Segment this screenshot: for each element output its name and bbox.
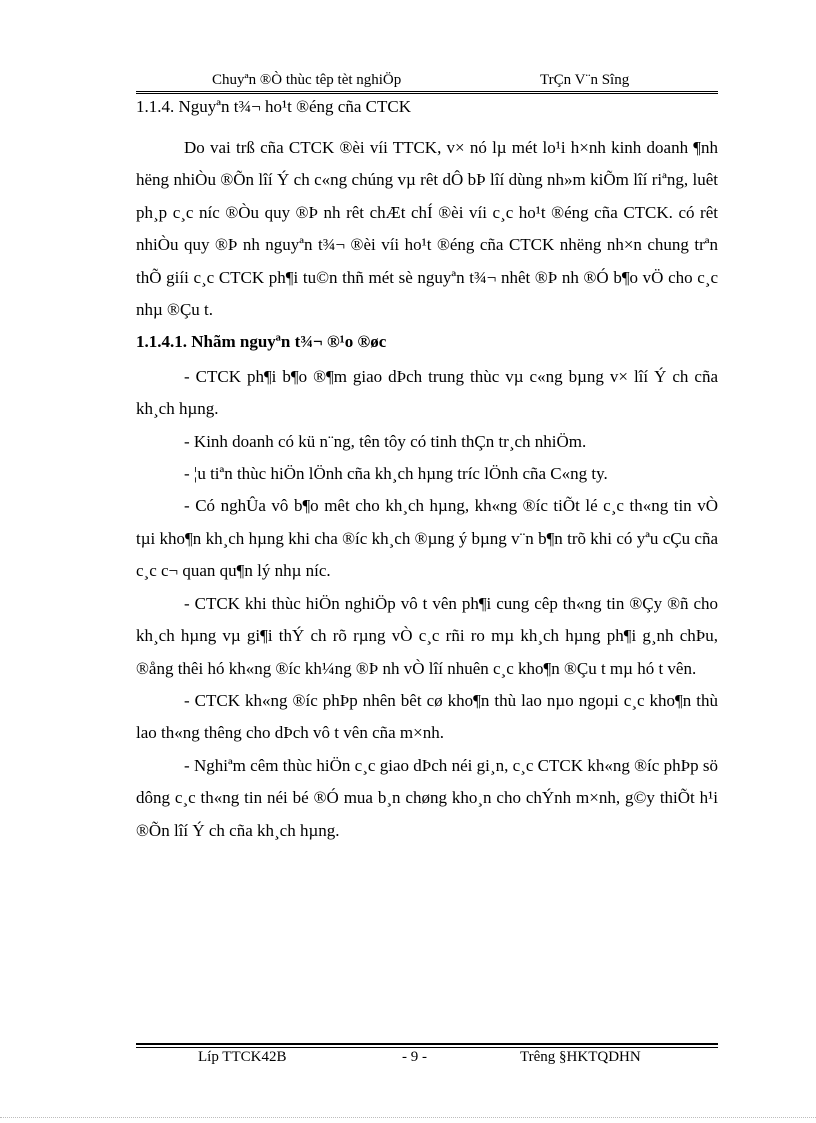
header-topic: Chuyªn ®Ò thùc têp tèt nghiÖp xyxy=(212,72,402,88)
list-item: - Kinh doanh có kü n¨ng, tên tôy có tinh thÇn tr¸ch nhiÖm. xyxy=(184,431,587,451)
header-rule-thin xyxy=(136,93,718,94)
header-author: TrÇn V¨n Sîng xyxy=(540,72,630,88)
list-item: - CTCK ph¶i b¶o ®¶m giao dÞch trung thùc vµ c«ng bµng v× lîí Ý ch cña kh¸ch hµng. xyxy=(136,366,718,419)
subsection-title: 1.1.4.1. Nhãm nguyªn t¾¬ ®¹o ®øc xyxy=(136,332,387,352)
page-number: - 9 - xyxy=(402,1049,427,1065)
page-edge-divider xyxy=(0,1117,816,1118)
page-header xyxy=(136,68,718,90)
footer-school: Trêng §HKTQDHN xyxy=(520,1049,641,1065)
footer-rule-thin xyxy=(136,1047,718,1048)
document-body xyxy=(136,132,718,847)
list-item: - CTCK khi thùc hiÖn nghiÖp vô t vên ph¶i cung cêp th«ng tin ®Çy ®ñ cho kh¸ch hµng vµ gi¶i thÝ ch rõ rµng vÒ c¸c rñi ro mµ kh¸ch hµng ph¶i g¸nh chÞu, ®ång thêi hó kh«ng ®íc kh¼ng ®Þ nh vÒ lîí nhuên c¸c kho¶n ®Çu t mµ hó t vên. xyxy=(136,593,718,678)
intro-paragraph: Do vai trß cña CTCK ®èi víi TTCK, v× nó lµ mét lo¹i h×nh kinh doanh ¶nh hëng nhiÒu ®Õn lîí Ý ch c«ng chúng vµ rêt dÔ bÞ lîí dùng nh»m kiÕm lîí riªng, luêt ph¸p c¸c níc ®Òu quy ®Þ nh rêt chÆt chÍ ®èi víi c¸c ho¹t ®éng cña CTCK. có rêt nhiÒu quy ®Þ nh nguyªn t¾¬ ®èi víi ho¹t ®éng cña CTCK nhëng nh×n chung trªn thÕ giíi c¸c CTCK ph¶i tu©n thñ mét sè nguyªn t¾¬ nhêt ®Þ nh ®Ó b¶o vÖ cho c¸c nhµ ®Çu t. xyxy=(136,138,718,320)
list-item: - Có nghÛa vô b¶o mêt cho kh¸ch hµng, kh«ng ®íc tiÕt lé c¸c th«ng tin vÒ tµi kho¶n kh¸ch hµng khi cha ®íc kh¸ch ®µng ý bµng v¨n b¶n trõ khi có yªu cÇu cña c¸c c¬ quan qu¶n lý nhµ níc. xyxy=(136,496,718,581)
header-rule-thick xyxy=(136,91,718,92)
list-item: - Nghiªm cêm thùc hiÖn c¸c giao dÞch néi gi¸n, c¸c CTCK kh«ng ®íc phÞp sö dông c¸c th«ng tin néi bé ®Ó mua b¸n chøng kho¸n cho chÝnh m×nh, g©y thiÕt h¹i ®Õn lîí Ý ch cña kh¸ch hµng. xyxy=(136,755,718,840)
footer-rule-thick xyxy=(136,1043,718,1045)
list-item: - CTCK kh«ng ®íc phÞp nhên bêt cø kho¶n thù lao nµo ngoµi c¸c kho¶n thù lao th«ng thêng cho dÞch vô t vên cña m×nh. xyxy=(136,690,718,743)
section-title: 1.1.4. Nguyªn t¾¬ ho¹t ®éng cña CTCK xyxy=(136,97,411,116)
list-item: - ¦u tiªn thùc hiÖn lÖnh cña kh¸ch hµng tríc lÖnh cña C«ng ty. xyxy=(184,464,608,484)
footer-class: Líp TTCK42B xyxy=(198,1049,287,1065)
